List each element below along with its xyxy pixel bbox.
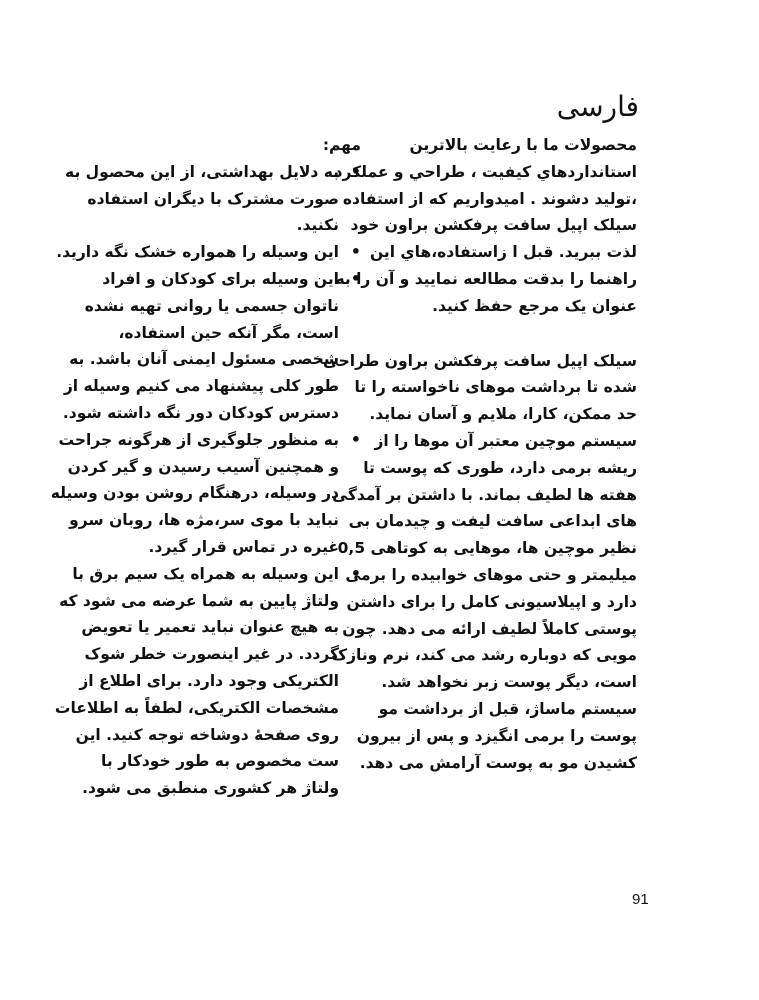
text-line: ،تولید دشوند . امیدواریم كه از استفاده xyxy=(342,189,637,208)
text-line: عنوان یک مرجع حفظ کنید. xyxy=(432,296,637,315)
text-line: و همچنین آسیب رسیدن و گیر کردن xyxy=(67,457,339,476)
text-line: نظیر موچین ها، موهایی به کوتاهی 0,5 xyxy=(337,539,637,558)
text-line: پوستی کاملاً لطیف ارائه می دهد. چون xyxy=(342,619,637,638)
list-item xyxy=(50,427,361,561)
text-line: گردد. در غیر اینصورت خطر شوک xyxy=(84,645,339,664)
text-line: کشیدن مو به پوست آرامش می دهد. xyxy=(359,753,637,772)
text-line: هفته ها لطیف بماند. با داشتن بر آمدگی xyxy=(332,485,637,504)
text-line: الکتریکی وجود دارد. برای اطلاع از xyxy=(79,671,339,690)
text-line: طور کلی پیشنهاد می کنیم وسیله از xyxy=(63,377,339,396)
text-line: • این وسیله را همواره خشک نگه دارید. xyxy=(56,243,339,262)
text-line: غیره در تماس قرار گیرد. xyxy=(148,537,339,556)
text-line: در وسیله، درهنگام روشن بودن وسیله xyxy=(50,484,339,503)
text-line: • به دلایل بهداشتی، از این محصول به xyxy=(65,162,339,181)
text-line: شخصی مسئول ایمنی آنان باشد. به xyxy=(69,350,339,369)
page-number: 91 xyxy=(632,891,649,908)
text-line: • به منظور جلوگیری از هرگونه جراحت xyxy=(58,430,339,449)
language-title: فارسی xyxy=(556,90,639,123)
text-line: مویی که دوباره رشد می کند، نرم ونازک xyxy=(331,646,637,665)
text-line: های ابداعی سافت لیفت و چیدمان بی xyxy=(348,512,637,531)
text-line: دارد و اپیلاسیونی کامل را برای داشتن xyxy=(346,592,637,611)
description-paragraph xyxy=(322,348,637,777)
text-line: لذت ببرید. قبل ا زاستفاده،هاي اين xyxy=(369,243,637,262)
text-line: ولتاژ هر کشوری منطبق می شود. xyxy=(82,779,339,798)
text-line: حد ممکن، کارا، ملایم و آسان نماید. xyxy=(369,405,637,424)
important-list xyxy=(50,159,361,802)
text-line: سیلک اپیل سافت پرفکشن براون خود xyxy=(350,216,637,235)
text-line: سیلک اپیل سافت پرفکشن براون طراحی xyxy=(322,351,637,370)
list-item xyxy=(62,266,361,427)
list-item xyxy=(54,561,361,802)
text-line: مشخصات الکتریکی، لطفاً به اطلاعات xyxy=(54,698,339,717)
text-line: است، دیگر پوست زبر نخواهد شد. xyxy=(381,673,637,692)
text-line: است، مگر آنکه حین استفاده، xyxy=(118,323,339,342)
text-line: ست مخصوص به طور خودکار با xyxy=(101,752,339,771)
list-item xyxy=(56,239,361,266)
text-line: ولتاژ پایین به شما عرضه می شود که xyxy=(59,591,339,610)
text-line: ناتوان جسمی یا روانی تهیه نشده xyxy=(84,296,339,315)
text-line: ریشه برمی دارد، طوری که پوست تا xyxy=(363,458,637,477)
text-line: شده تا برداشت موهای ناخواسته را تا xyxy=(354,378,637,397)
text-line: میلیمتر و حتی موهای خوابیده را برمی xyxy=(345,565,637,584)
text-line: به هیچ عنوان نباید تعمیر یا تعویض xyxy=(81,618,339,637)
text-line: محصولات ما با رعایت بالاترین xyxy=(409,136,637,154)
text-line: دسترس کودکان دور نگه داشته شود. xyxy=(62,403,339,422)
text-line: سیستم موچین معتبر آن موها را از xyxy=(374,431,637,450)
text-line: نباید با موی سر،مژه ها، روبان سرو xyxy=(69,511,339,530)
important-heading: مهم: xyxy=(322,136,361,154)
list-item xyxy=(65,159,361,239)
text-line: راهنما را بدقت مطالعه نمایید و آن را به xyxy=(335,269,637,288)
text-line: • این وسیله به همراه یک سیم برق با xyxy=(72,564,339,583)
left-column xyxy=(50,132,361,802)
text-line: سیستم ماساژ، قبل از برداشت مو xyxy=(378,699,637,718)
text-line: صورت مشترک با دیگران استفاده xyxy=(87,189,339,208)
text-line: روی صفحهٔ دوشاخه توجه کنید. این xyxy=(75,725,339,744)
text-line: نکنید. xyxy=(296,216,339,235)
text-line: پوست را برمی انگیزد و پس از بیرون xyxy=(356,726,637,745)
text-line: استانداردهاي كيفيت ، طراحي و عملكرد xyxy=(334,162,637,181)
text-line: • این وسیله برای کودکان و افراد xyxy=(102,269,339,288)
